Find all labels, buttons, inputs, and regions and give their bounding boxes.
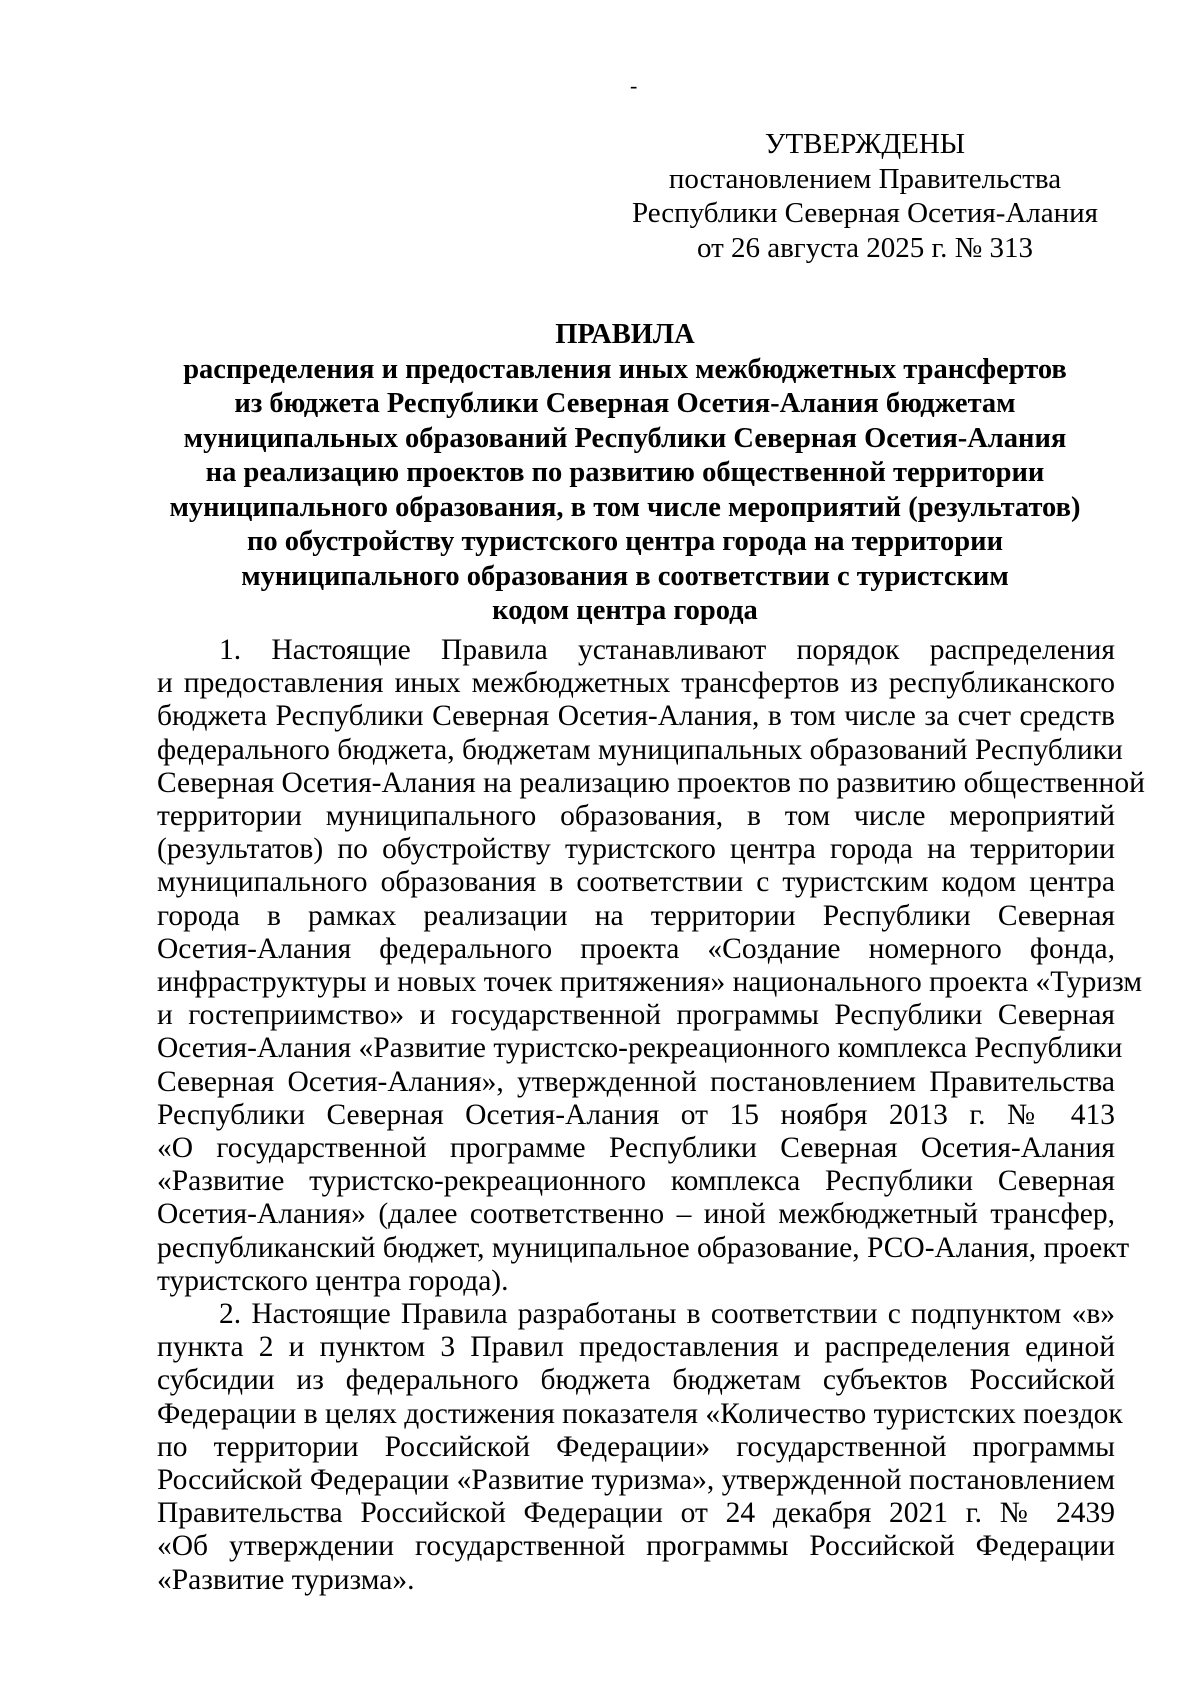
approval-line: Республики Северная Осетия-Алания	[631, 197, 1099, 229]
paragraph-line: «Об утверждении государственной программы Российской Федерации	[157, 1530, 1115, 1563]
paragraph-line: республиканский бюджет, муниципальное образование, РСО-Алания, проект	[157, 1231, 1130, 1264]
paragraph-line: города в рамках реализации на территории Республики Северная	[157, 899, 1115, 932]
title-heading: ПРАВИЛА	[555, 319, 695, 350]
paragraph-line: муниципального образования в соответствии с туристским кодом центра	[157, 866, 1115, 899]
title-line: по обустройству туристского центра города на территории	[247, 526, 1003, 557]
paragraph-line: «Развитие туристско-рекреационного комплекса Республики Северная	[157, 1165, 1115, 1198]
title-line: кодом центра города	[492, 595, 758, 626]
paragraph-line: 1. Настоящие Правила устанавливают порядок распределения	[219, 634, 1115, 666]
paragraph-1	[157, 634, 1145, 1298]
title-line: распределения и предоставления иных межбюджетных трансфертов	[183, 353, 1067, 385]
paragraph-line: федерального бюджета, бюджетам муниципальных образований Республики	[157, 733, 1123, 766]
title-line: муниципальных образований Республики Северная Осетия-Алания	[183, 422, 1067, 454]
document-body	[157, 634, 1145, 1597]
document-title	[160, 318, 1090, 629]
title-line: на реализацию проектов по развитию общественной территории	[205, 457, 1045, 488]
paragraph-line: Северная Осетия-Алания на реализацию проектов по развитию общественной	[157, 766, 1145, 799]
paragraph-line: по территории Российской Федерации» государственной программы	[157, 1430, 1115, 1463]
paragraph-line: Осетия-Алания» (далее соответственно – иной межбюджетный трансфер,	[157, 1198, 1115, 1231]
approval-block	[600, 127, 1130, 265]
paragraph-line: туристского центра города).	[157, 1264, 509, 1297]
paragraph-2	[157, 1298, 1123, 1597]
approval-heading: УТВЕРЖДЕНЫ	[764, 128, 966, 160]
paragraph-line: (результатов) по обустройству туристского центра города на территории	[157, 833, 1115, 866]
title-line: из бюджета Республики Северная Осетия-Алания бюджетам	[234, 388, 1016, 419]
title-line: муниципального образования, в том числе мероприятий (результатов)	[169, 491, 1081, 523]
page-mark: -	[630, 73, 638, 98]
paragraph-line: «О государственной программе Республики Северная Осетия-Алания	[157, 1132, 1115, 1165]
paragraph-line: бюджета Республики Северная Осетия-Алания, в том числе за счет средств	[157, 700, 1115, 733]
paragraph-line: Осетия-Алания федерального проекта «Создание номерного фонда,	[157, 932, 1115, 965]
paragraph-line: Северная Осетия-Алания», утвержденной постановлением Правительства	[157, 1065, 1115, 1098]
paragraph-line: Осетия-Алания «Развитие туристско-рекреационного комплекса Республики	[157, 1032, 1123, 1065]
paragraph-line: и гостеприимство» и государственной программы Республики Северная	[157, 999, 1115, 1032]
title-line: муниципального образования в соответствии с туристским	[241, 560, 1009, 592]
paragraph-line: субсидии из федерального бюджета бюджетам субъектов Российской	[157, 1364, 1115, 1397]
paragraph-line: и предоставления иных межбюджетных трансфертов из республиканского	[157, 667, 1115, 700]
paragraph-line: «Развитие туризма».	[157, 1563, 415, 1596]
approval-line: постановлением Правительства	[668, 162, 1062, 195]
paragraph-line: пункта 2 и пунктом 3 Правил предоставления и распределения единой	[157, 1331, 1115, 1364]
approval-date-number: от 26 августа 2025 г. № 313	[696, 231, 1034, 264]
paragraph-line: Правительства Российской Федерации от 24 декабря 2021 г. № 2439	[157, 1497, 1115, 1530]
paragraph-line: Республики Северная Осетия-Алания от 15 ноября 2013 г. № 413	[157, 1098, 1115, 1131]
paragraph-line: Российской Федерации «Развитие туризма», утвержденной постановлением	[157, 1464, 1115, 1497]
paragraph-line: Федерации в целях достижения показателя «Количество туристских поездок	[157, 1397, 1123, 1430]
paragraph-line: 2. Настоящие Правила разработаны в соответствии с подпунктом «в»	[219, 1298, 1115, 1331]
paragraph-line: территории муниципального образования, в том числе мероприятий	[157, 800, 1115, 833]
paragraph-line: инфраструктуры и новых точек притяжения» национального проекта «Туризм	[157, 966, 1143, 999]
